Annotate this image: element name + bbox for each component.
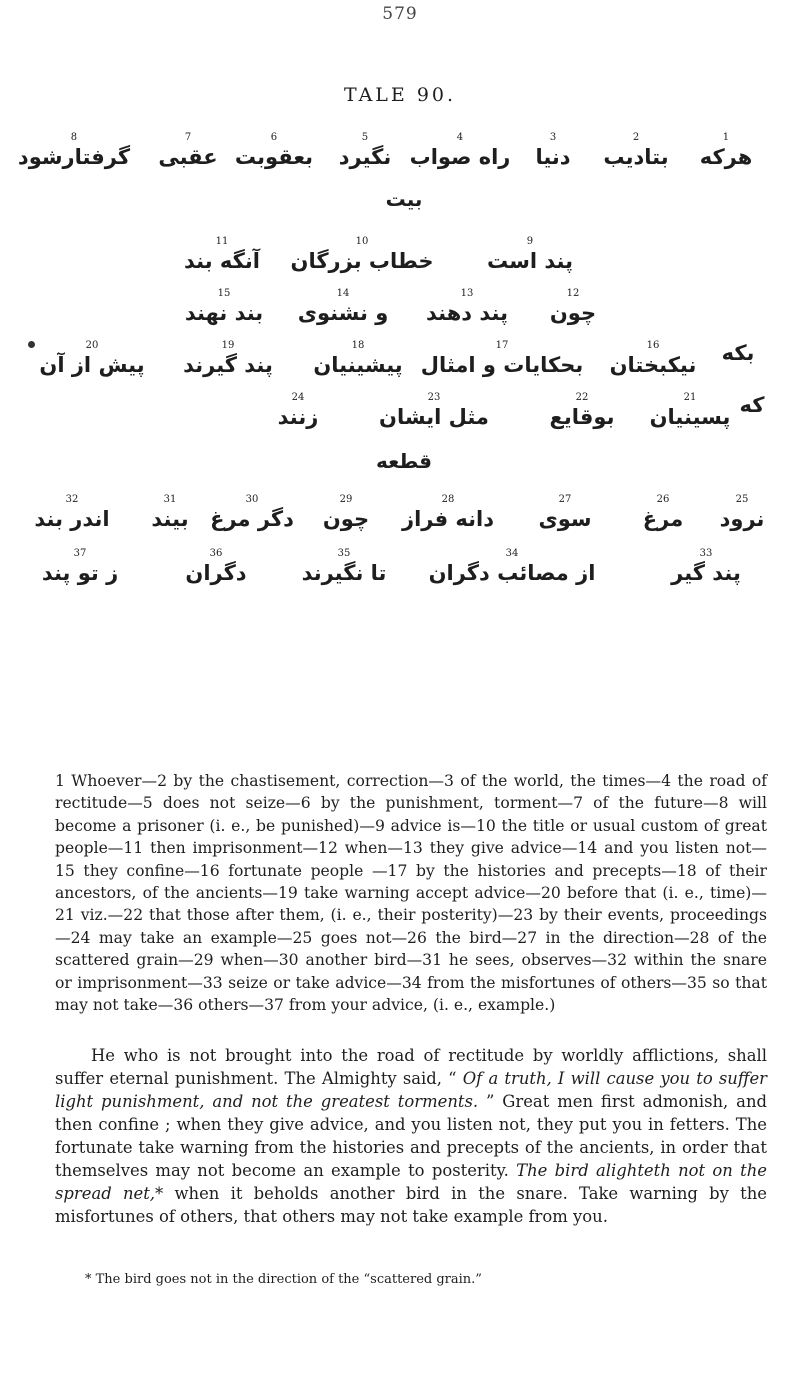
word-number: 13 <box>460 288 474 299</box>
persian-word-text: اندر بند <box>34 507 110 531</box>
word-number: 31 <box>163 494 177 505</box>
translation-text: ” Great men first admonish, and then confine ; when they give advice, and you listen not, they put you in fetters. The fortunate take warning from the histories and precepts of the ancients, in order that themselves may not become an example to posterity. <box>55 1092 767 1180</box>
word-number: 2 <box>632 132 640 143</box>
word-number: 27 <box>558 494 572 505</box>
persian-heading-verse <box>0 186 800 230</box>
persian-line-7 <box>0 548 800 592</box>
persian-word <box>671 548 741 586</box>
word-number: 23 <box>427 392 441 403</box>
persian-word <box>313 340 402 378</box>
persian-word <box>379 392 489 430</box>
persian-word-text: دگران <box>185 561 247 585</box>
persian-word-text: عقبی <box>158 145 218 169</box>
persian-word-text: آنگه بند <box>184 249 260 273</box>
word-number: 25 <box>735 494 749 505</box>
persian-word <box>184 236 260 274</box>
persian-word-text: نگیرد <box>338 145 392 169</box>
persian-word-text: و نشنوی <box>297 301 389 325</box>
persian-word <box>185 548 246 586</box>
persian-word <box>402 494 494 532</box>
persian-word-text: بتادیب <box>603 145 669 169</box>
persian-word-text: دنیا <box>535 145 571 169</box>
persian-word <box>302 548 387 586</box>
word-number: 18 <box>351 340 365 351</box>
persian-word <box>603 132 668 170</box>
persian-line-5 <box>0 392 800 436</box>
persian-word <box>487 236 573 274</box>
persian-line-3 <box>0 288 800 332</box>
persian-word-text: تا نگیرند <box>301 561 387 585</box>
persian-heading-text: قطعه <box>376 449 432 473</box>
persian-word-text: که <box>739 393 765 417</box>
persian-word <box>538 494 591 532</box>
word-number: 35 <box>337 548 351 559</box>
word-number: 32 <box>65 494 79 505</box>
persian-heading-text: بیت <box>385 187 423 211</box>
persian-word <box>426 288 508 326</box>
persian-word-text: پند گیر <box>671 561 741 585</box>
translation-text: He who is not brought into the road of rectitude by worldly afflictions, shall suffer eternal punishment. The Almighty said, “ <box>55 1046 767 1088</box>
persian-word-text: نیکبختان <box>609 353 697 377</box>
word-number: 16 <box>646 340 660 351</box>
persian-word-text: پسینیان <box>649 405 731 429</box>
persian-word <box>550 288 596 326</box>
word-number: 1 <box>722 132 730 143</box>
persian-word-text: بکه <box>721 341 755 365</box>
persian-word-text: بحکایات و امثال <box>420 353 584 377</box>
persian-word <box>39 340 144 378</box>
persian-word <box>158 132 217 170</box>
word-number: 30 <box>245 494 259 505</box>
word-number: 28 <box>441 494 455 505</box>
word-number: 22 <box>575 392 589 403</box>
persian-word <box>235 132 313 170</box>
word-number: 36 <box>209 548 223 559</box>
tale-title: TALE 90. <box>343 84 457 106</box>
page-number: 579 <box>382 4 418 24</box>
persian-word <box>610 340 697 378</box>
persian-word <box>410 132 511 170</box>
persian-word-text: پند دهند <box>426 301 508 325</box>
word-number: 11 <box>215 236 229 247</box>
persian-word <box>429 548 596 586</box>
word-number: 5 <box>361 132 369 143</box>
persian-word <box>151 494 188 532</box>
persian-word <box>323 494 369 532</box>
word-number: 26 <box>656 494 670 505</box>
persian-word <box>421 340 584 378</box>
persian-word <box>535 132 570 170</box>
persian-word-text: راه صواب <box>409 145 511 169</box>
persian-line-1 <box>0 132 800 176</box>
persian-word-text: مثل ایشان <box>379 405 489 429</box>
word-number: 21 <box>683 392 697 403</box>
word-number: 14 <box>336 288 350 299</box>
word-number: 20 <box>85 340 99 351</box>
persian-line-6 <box>0 494 800 538</box>
persian-word <box>722 340 755 366</box>
persian-word-text: بیند <box>151 507 189 531</box>
persian-word <box>700 132 753 170</box>
footnote: * The bird goes not in the direction of the “scattered grain.” <box>85 1272 482 1287</box>
persian-word-text: پند گیرند <box>183 353 273 377</box>
persian-word-text: بند نهند <box>184 301 264 325</box>
persian-line-2 <box>0 236 800 280</box>
word-number: 6 <box>270 132 278 143</box>
persian-word <box>298 288 389 326</box>
persian-word-text: پیشینیان <box>313 353 403 377</box>
persian-heading <box>376 448 432 474</box>
persian-word <box>18 132 130 170</box>
persian-heading-fragment <box>0 448 800 492</box>
word-number: 9 <box>526 236 534 247</box>
persian-word <box>183 340 273 378</box>
word-number: 8 <box>70 132 78 143</box>
persian-word-text: سوی <box>538 507 592 531</box>
persian-word <box>185 288 263 326</box>
persian-word <box>278 392 319 430</box>
persian-word <box>339 132 392 170</box>
word-number: 15 <box>217 288 231 299</box>
persian-word-text: از مصائب دگران <box>428 561 596 585</box>
word-number: 33 <box>699 548 713 559</box>
translation-text: when it beholds another bird in the snare. Take warning by the misfortunes of others, that others may not take example from you. <box>55 1184 767 1226</box>
persian-word <box>650 392 731 430</box>
persian-word-text: چون <box>322 507 370 531</box>
quoted-scripture: Of a truth, I will cause you to suffer light punishment, and not the greatest torments. <box>55 1069 767 1111</box>
persian-word-text: چون <box>549 301 597 325</box>
translation-paragraph <box>55 1044 767 1228</box>
persian-word-text: بعقوبت <box>234 145 314 169</box>
persian-word-text: مرغ <box>642 507 684 531</box>
word-number: 34 <box>505 548 519 559</box>
persian-word-text: بوقایع <box>549 405 615 429</box>
persian-word <box>42 548 118 586</box>
verse-quote: The bird alighteth not on the spread net,* <box>55 1161 767 1203</box>
persian-word <box>720 494 765 532</box>
persian-word-text: ز تو پند <box>41 561 119 585</box>
persian-word <box>740 392 765 418</box>
persian-word-text: زنند <box>277 405 319 429</box>
persian-word-text: گرفتارشود <box>17 145 131 169</box>
word-number: 7 <box>184 132 192 143</box>
word-number: 37 <box>73 548 87 559</box>
word-number: 4 <box>456 132 464 143</box>
word-number: 19 <box>221 340 235 351</box>
word-number: 3 <box>549 132 557 143</box>
persian-word-text: دگر مرغ <box>210 507 294 531</box>
persian-word-text: خطاب بزرگان <box>290 249 434 273</box>
persian-word <box>643 494 683 532</box>
persian-word <box>210 494 294 532</box>
persian-line-4 <box>0 340 800 384</box>
persian-word-text: هرکه <box>699 145 753 169</box>
persian-word <box>34 494 109 532</box>
persian-word-text: نرود <box>719 507 765 531</box>
word-number: 17 <box>495 340 509 351</box>
word-number: 24 <box>291 392 305 403</box>
persian-heading <box>386 186 423 212</box>
persian-word <box>291 236 434 274</box>
word-number: 10 <box>355 236 369 247</box>
persian-word-text: پیش از آن <box>39 353 145 377</box>
persian-word-text: پند است <box>487 249 573 273</box>
persian-word <box>550 392 615 430</box>
persian-word-text: دانه فراز <box>401 507 495 531</box>
word-number: 29 <box>339 494 353 505</box>
word-number: 12 <box>566 288 580 299</box>
glossary-paragraph: 1 Whoever—2 by the chastisement, correction—3 of the world, the times—4 the road of rectitude—5 does not seize—6 by the punishment, torment—7 of the future—8 will become a prisoner (i. e., be punished)—9 advice is—10 the title or usual custom of great people—11 then imprisonment—12 when—13 they give advice—14 and you listen not—15 they confine—16 fortunate people —17 by the histories and precepts—18 of their ancestors, of the ancients—19 take warning accept advice—20 before that (i. e., time)—21 viz.—22 that those after them, (i. e., their posterity)—23 by their events, proceedings—24 may take an example—25 goes not—26 the bird—27 in the direction—28 of the scattered grain—29 when—30 another bird—31 he sees, observes—32 within the snare or imprisonment—33 seize or take advice—34 from the misfortunes of others—35 so that may not take—36 others—37 from your advice, (i. e., example.) <box>55 772 767 1015</box>
